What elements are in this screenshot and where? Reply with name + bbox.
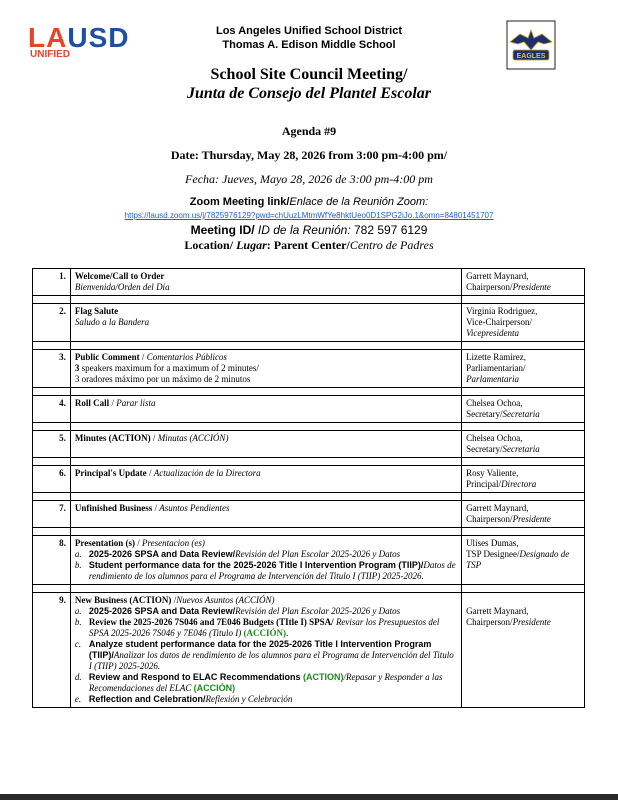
lausd-logo-text: LAUSD xyxy=(28,22,130,53)
item-number: 5. xyxy=(33,431,71,458)
agenda-row xyxy=(33,269,585,296)
item-title-es: Saludo a la Bandera xyxy=(74,317,150,327)
agenda-row xyxy=(33,536,585,585)
item-number: 8. xyxy=(33,536,71,585)
agenda-row xyxy=(33,304,585,342)
sub-item: b. Review the 2025-2026 7S046 and 7E046 Budgets (TItle I) SPSA/ Revisar los Presupuestos del SPSA 2025-2026 7S046 y 7E046 (Titulo I) (ACCIÓN). xyxy=(74,617,440,638)
presenter-role: Principal/Directora xyxy=(466,479,537,489)
meeting-id-value: 782 597 6129 xyxy=(350,223,428,237)
item-description xyxy=(70,350,461,388)
presenter-role: Secretary/Secretaria xyxy=(466,409,540,419)
location-label-es: Lugar xyxy=(236,238,267,252)
sub-item: a. 2025-2026 SPSA and Data Review/Revisión del Plan Escolar 2025-2026 y Datos xyxy=(74,549,401,559)
agenda-row xyxy=(33,466,585,493)
item-detail: 3 speakers maximum for a maximum of 2 minutes/ xyxy=(74,363,259,373)
sub-item-list xyxy=(75,549,457,582)
location-value: : Parent Center/ xyxy=(266,238,350,252)
eagles-mascot-logo xyxy=(506,20,556,70)
item-presenter xyxy=(462,466,585,493)
item-title: Flag Salute xyxy=(74,306,119,316)
item-description xyxy=(70,536,461,585)
item-number: 3. xyxy=(33,350,71,388)
item-title-es: Bienvenida/Orden del Día xyxy=(74,282,170,292)
location-value-es: Centro de Padres xyxy=(349,238,434,252)
presenter-name: Rosy Valiente, xyxy=(466,468,519,478)
item-description xyxy=(70,501,461,528)
presenter-name: Virginia Rodriguez, xyxy=(466,306,538,316)
sub-item: c. Analyze student performance data for the 2025-2026 Title I Intervention Program (TIIP)/Analizar los datos de rendimiento de los alumnos para el Programa de Intervención del Titulo I (TIIP) 2025-2026. xyxy=(74,639,454,671)
meeting-location xyxy=(0,238,618,253)
item-presenter xyxy=(462,536,585,585)
item-description xyxy=(70,593,461,708)
presenter-name: Garrett Maynard, xyxy=(466,606,529,616)
presenter-role: Secretary/Secretaria xyxy=(466,444,540,454)
zoom-label-en: Zoom Meeting link/ xyxy=(189,196,290,208)
item-number: 2. xyxy=(33,304,71,342)
school-name: Thomas A. Edison Middle School xyxy=(222,39,396,51)
agenda-row xyxy=(33,593,585,708)
zoom-link[interactable]: https://lausd.zoom.us/j/7825976129?pwd=chUuzLMtmWfYe8hktUeo0D1SPG2iJo.1&omn=84801451707 xyxy=(124,211,494,220)
item-presenter xyxy=(462,501,585,528)
item-number: 7. xyxy=(33,501,71,528)
item-title: Welcome/Call to Order xyxy=(74,271,165,281)
item-description xyxy=(70,466,461,493)
meeting-id-label: Meeting ID/ xyxy=(190,223,255,237)
district-name: Los Angeles Unified School District xyxy=(215,25,402,37)
item-description xyxy=(70,269,461,296)
presenter-name: Chelsea Ochoa, xyxy=(466,433,523,443)
item-presenter xyxy=(462,269,585,296)
item-title: Roll Call / Parar lista xyxy=(74,398,156,408)
presenter-name: Lizette Ramirez, xyxy=(466,352,527,362)
meeting-id xyxy=(0,223,618,237)
item-title: Presentation (s) / Presentacion (es) xyxy=(74,538,205,548)
sub-item: a. 2025-2026 SPSA and Data Review/Revisión del Plan Escolar 2025-2026 y Datos xyxy=(74,606,401,616)
item-title: Unfinished Business / Asuntos Pendientes xyxy=(74,503,230,513)
presenter-role: Parliamentarian/ xyxy=(466,363,526,373)
presenter-role: Chairperson/Presidente xyxy=(466,617,551,627)
item-number: 1. xyxy=(33,269,71,296)
lausd-logo-sub: UNIFIED xyxy=(30,49,70,60)
meeting-title-es: Junta de Consejo del Plantel Escolar xyxy=(186,85,431,102)
item-presenter xyxy=(462,593,585,708)
zoom-link-label xyxy=(0,196,618,208)
presenter-role: TSP Designee/Designado de TSP xyxy=(466,549,570,570)
item-number: 9. xyxy=(33,593,71,708)
zoom-label-es: Enlace de la Reunión Zoom: xyxy=(289,196,429,208)
presenter-role: Chairperson/Presidente xyxy=(466,514,551,524)
agenda-number: Agenda #9 xyxy=(281,124,337,138)
agenda-table xyxy=(32,268,585,708)
agenda-row xyxy=(33,396,585,423)
item-presenter xyxy=(462,304,585,342)
sub-item: b. Student performance data for the 2025-2026 Title I Intervention Program (TIIP)/Datos de rendimiento de los alumnos para el Programa de Intervención del Titulo I (TIIP) 2025-2026. xyxy=(74,560,456,581)
item-presenter xyxy=(462,350,585,388)
presenter-role-es: Parlamentaria xyxy=(466,374,520,384)
presenter-name: Ulises Dumas, xyxy=(466,538,519,548)
item-number: 6. xyxy=(33,466,71,493)
presenter-name: Chelsea Ochoa, xyxy=(466,398,523,408)
page-bottom-bar xyxy=(0,794,618,800)
item-presenter xyxy=(462,396,585,423)
item-number: 4. xyxy=(33,396,71,423)
meeting-date-es: Fecha: Jueves, Mayo 28, 2026 de 3:00 pm-4:00 pm xyxy=(185,172,433,186)
location-label: Location/ xyxy=(184,238,237,252)
item-description xyxy=(70,304,461,342)
item-title: Principal's Update / Actualización de la Directora xyxy=(74,468,261,478)
sub-item: e. Reflection and Celebration/Reflexión y Celebración xyxy=(74,694,293,704)
agenda-row xyxy=(33,350,585,388)
item-description xyxy=(70,396,461,423)
sub-item: d. Review and Respond to ELAC Recommendations (ACTION)/Repasar y Responder a las Recomendaciones del ELAC (ACCIÓN) xyxy=(74,672,443,693)
agenda-row xyxy=(33,501,585,528)
item-title: New Business (ACTION) /Nuevos Asuntos (ACCIÓN) xyxy=(74,595,275,605)
meeting-id-label-es: ID de la Reunión: xyxy=(254,223,351,237)
presenter-role-es: Vicepresidenta xyxy=(466,328,520,338)
mascot-text: EAGLES xyxy=(516,53,546,60)
item-presenter xyxy=(462,431,585,458)
presenter-role: Vice-Chairperson/ xyxy=(466,317,532,327)
sub-item-list xyxy=(75,606,457,705)
presenter-role: Chairperson/Presidente xyxy=(466,282,551,292)
agenda-row xyxy=(33,431,585,458)
meeting-title: School Site Council Meeting/ xyxy=(210,66,408,83)
meeting-date: Date: Thursday, May 28, 2026 from 3:00 pm-4:00 pm/ xyxy=(170,148,448,162)
presenter-name: Garrett Maynard, xyxy=(466,503,529,513)
item-detail-es: 3 oradores máximo por un máximo de 2 minutos xyxy=(74,374,251,384)
item-title: Minutes (ACTION) / Minutas (ACCIÓN) xyxy=(74,433,229,443)
item-description xyxy=(70,431,461,458)
item-title: Public Comment / Comentarios Públicos xyxy=(74,352,227,362)
presenter-name: Garrett Maynard, xyxy=(466,271,529,281)
